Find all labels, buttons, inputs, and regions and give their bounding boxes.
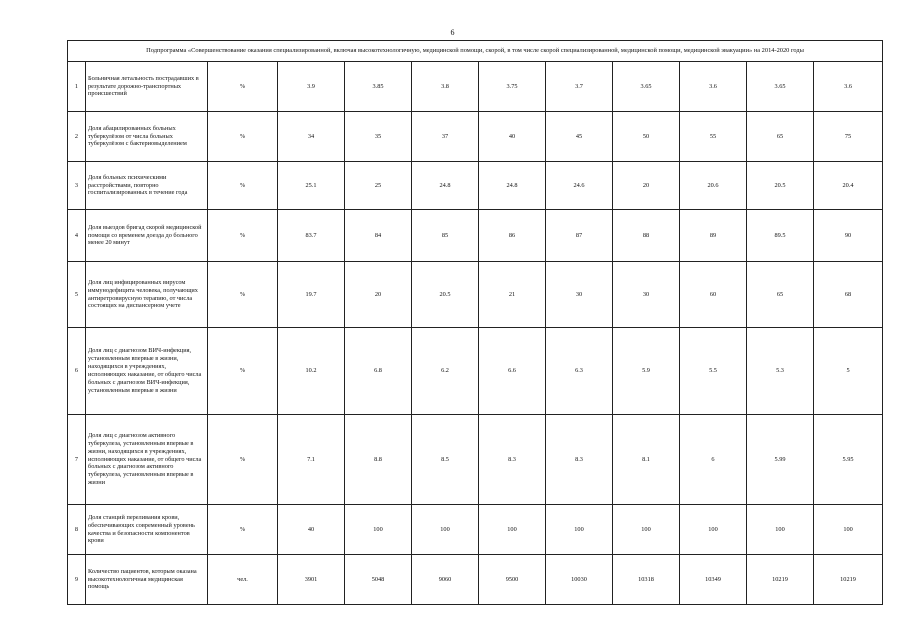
value-cell: 40 — [278, 505, 345, 555]
value-cell: 6.2 — [412, 328, 479, 415]
value-cell: 6.3 — [546, 328, 613, 415]
value-cell: 25 — [345, 162, 412, 210]
table-row — [68, 262, 883, 328]
value-cell: 40 — [479, 112, 546, 162]
value-cell: 3.6 — [680, 62, 747, 112]
value-cell: 20.5 — [412, 262, 479, 328]
unit-cell: % — [208, 210, 278, 262]
unit-cell: % — [208, 162, 278, 210]
value-cell: 3.65 — [613, 62, 680, 112]
table-row — [68, 505, 883, 555]
value-cell: 100 — [546, 505, 613, 555]
value-cell: 3.85 — [345, 62, 412, 112]
row-number: 6 — [68, 328, 86, 415]
value-cell: 75 — [814, 112, 883, 162]
table-row — [68, 162, 883, 210]
value-cell: 50 — [613, 112, 680, 162]
value-cell: 3901 — [278, 555, 345, 605]
table-row — [68, 415, 883, 505]
value-cell: 100 — [345, 505, 412, 555]
row-number: 7 — [68, 415, 86, 505]
value-cell: 100 — [680, 505, 747, 555]
row-number: 5 — [68, 262, 86, 328]
value-cell: 55 — [680, 112, 747, 162]
value-cell: 9500 — [479, 555, 546, 605]
value-cell: 10.2 — [278, 328, 345, 415]
value-cell: 34 — [278, 112, 345, 162]
value-cell: 3.8 — [412, 62, 479, 112]
value-cell: 8.1 — [613, 415, 680, 505]
value-cell: 9060 — [412, 555, 479, 605]
value-cell: 65 — [747, 112, 814, 162]
value-cell: 83.7 — [278, 210, 345, 262]
unit-cell: % — [208, 62, 278, 112]
indicators-table — [67, 40, 883, 605]
unit-cell: % — [208, 112, 278, 162]
value-cell: 90 — [814, 210, 883, 262]
row-number: 8 — [68, 505, 86, 555]
row-number: 9 — [68, 555, 86, 605]
indicator-name: Доля станций переливания крови, обеспечивающих современный уровень качества и безопасности компонентов крови — [86, 505, 208, 555]
table-row — [68, 555, 883, 605]
indicator-name: Доля больных психическими расстройствами, повторно госпитализированных в течение года — [86, 162, 208, 210]
table-row — [68, 62, 883, 112]
row-number: 2 — [68, 112, 86, 162]
value-cell: 24.8 — [479, 162, 546, 210]
row-number: 1 — [68, 62, 86, 112]
value-cell: 10349 — [680, 555, 747, 605]
table-row — [68, 112, 883, 162]
value-cell: 5 — [814, 328, 883, 415]
value-cell: 68 — [814, 262, 883, 328]
value-cell: 100 — [814, 505, 883, 555]
value-cell: 86 — [479, 210, 546, 262]
unit-cell: % — [208, 415, 278, 505]
value-cell: 8.5 — [412, 415, 479, 505]
value-cell: 45 — [546, 112, 613, 162]
value-cell: 100 — [747, 505, 814, 555]
value-cell: 8.3 — [479, 415, 546, 505]
value-cell: 20 — [345, 262, 412, 328]
value-cell: 10219 — [814, 555, 883, 605]
indicator-name: Доля абацилированных больных туберкулёзом от числа больных туберкулёзом с бактериовыделением — [86, 112, 208, 162]
row-number: 4 — [68, 210, 86, 262]
value-cell: 5.95 — [814, 415, 883, 505]
value-cell: 100 — [412, 505, 479, 555]
value-cell: 3.6 — [814, 62, 883, 112]
value-cell: 21 — [479, 262, 546, 328]
value-cell: 20.4 — [814, 162, 883, 210]
value-cell: 20.5 — [747, 162, 814, 210]
table-row — [68, 210, 883, 262]
value-cell: 25.1 — [278, 162, 345, 210]
value-cell: 87 — [546, 210, 613, 262]
value-cell: 10219 — [747, 555, 814, 605]
value-cell: 20 — [613, 162, 680, 210]
indicator-name: Доля выездов бригад скорой медицинской помощи со временем доезда до больного менее 20 минут — [86, 210, 208, 262]
value-cell: 89.5 — [747, 210, 814, 262]
value-cell: 19.7 — [278, 262, 345, 328]
value-cell: 10318 — [613, 555, 680, 605]
value-cell: 7.1 — [278, 415, 345, 505]
unit-cell: % — [208, 505, 278, 555]
value-cell: 100 — [613, 505, 680, 555]
value-cell: 8.3 — [546, 415, 613, 505]
unit-cell: чел. — [208, 555, 278, 605]
indicator-name: Количество пациентов, которым оказана высокотехнологичная медицинская помощь — [86, 555, 208, 605]
value-cell: 85 — [412, 210, 479, 262]
value-cell: 5.5 — [680, 328, 747, 415]
value-cell: 30 — [613, 262, 680, 328]
value-cell: 84 — [345, 210, 412, 262]
value-cell: 3.65 — [747, 62, 814, 112]
value-cell: 35 — [345, 112, 412, 162]
value-cell: 3.7 — [546, 62, 613, 112]
row-number: 3 — [68, 162, 86, 210]
value-cell: 30 — [546, 262, 613, 328]
value-cell: 100 — [479, 505, 546, 555]
unit-cell: % — [208, 328, 278, 415]
value-cell: 5048 — [345, 555, 412, 605]
page-number: 6 — [450, 28, 455, 37]
indicator-name: Доля лиц с диагнозом активного туберкулеза, установленным впервые в жизни, находящихся в учреждениях, исполняющих наказание, от общего числа больных с диагнозом активного туберкулеза, установленным впервые в жизни — [86, 415, 208, 505]
value-cell: 5.9 — [613, 328, 680, 415]
value-cell: 8.8 — [345, 415, 412, 505]
value-cell: 24.8 — [412, 162, 479, 210]
value-cell: 6 — [680, 415, 747, 505]
unit-cell: % — [208, 262, 278, 328]
indicator-name: Доля лиц с диагнозом ВИЧ-инфекция, установленным впервые в жизни, находящихся в учреждениях, исполняющих наказание, от общего числа больных с диагнозом ВИЧ-инфекция, установленным впервые в жизни — [86, 328, 208, 415]
value-cell: 24.6 — [546, 162, 613, 210]
value-cell: 3.9 — [278, 62, 345, 112]
value-cell: 10030 — [546, 555, 613, 605]
value-cell: 6.6 — [479, 328, 546, 415]
value-cell: 89 — [680, 210, 747, 262]
value-cell: 37 — [412, 112, 479, 162]
indicator-name: Доля лиц инфицированных вирусом иммунодефицита человека, получающих антиретровирусную терапию, от числа состоящих на диспансерном учете — [86, 262, 208, 328]
value-cell: 5.3 — [747, 328, 814, 415]
value-cell: 20.6 — [680, 162, 747, 210]
value-cell: 6.8 — [345, 328, 412, 415]
subprogram-title: Подпрограмма «Совершенствование оказания специализированной, включая высокотехнологичную, медицинской помощи, скорой, в том числе скорой специализированной, медицинской помощи, медицинской эвакуации» на 2014-2020 годы — [68, 41, 883, 62]
value-cell: 88 — [613, 210, 680, 262]
subprogram-header-row — [68, 41, 883, 62]
value-cell: 3.75 — [479, 62, 546, 112]
value-cell: 5.99 — [747, 415, 814, 505]
indicator-name: Больничная летальность пострадавших в результате дорожно-транспортных происшествий — [86, 62, 208, 112]
value-cell: 65 — [747, 262, 814, 328]
table-row — [68, 328, 883, 415]
value-cell: 60 — [680, 262, 747, 328]
